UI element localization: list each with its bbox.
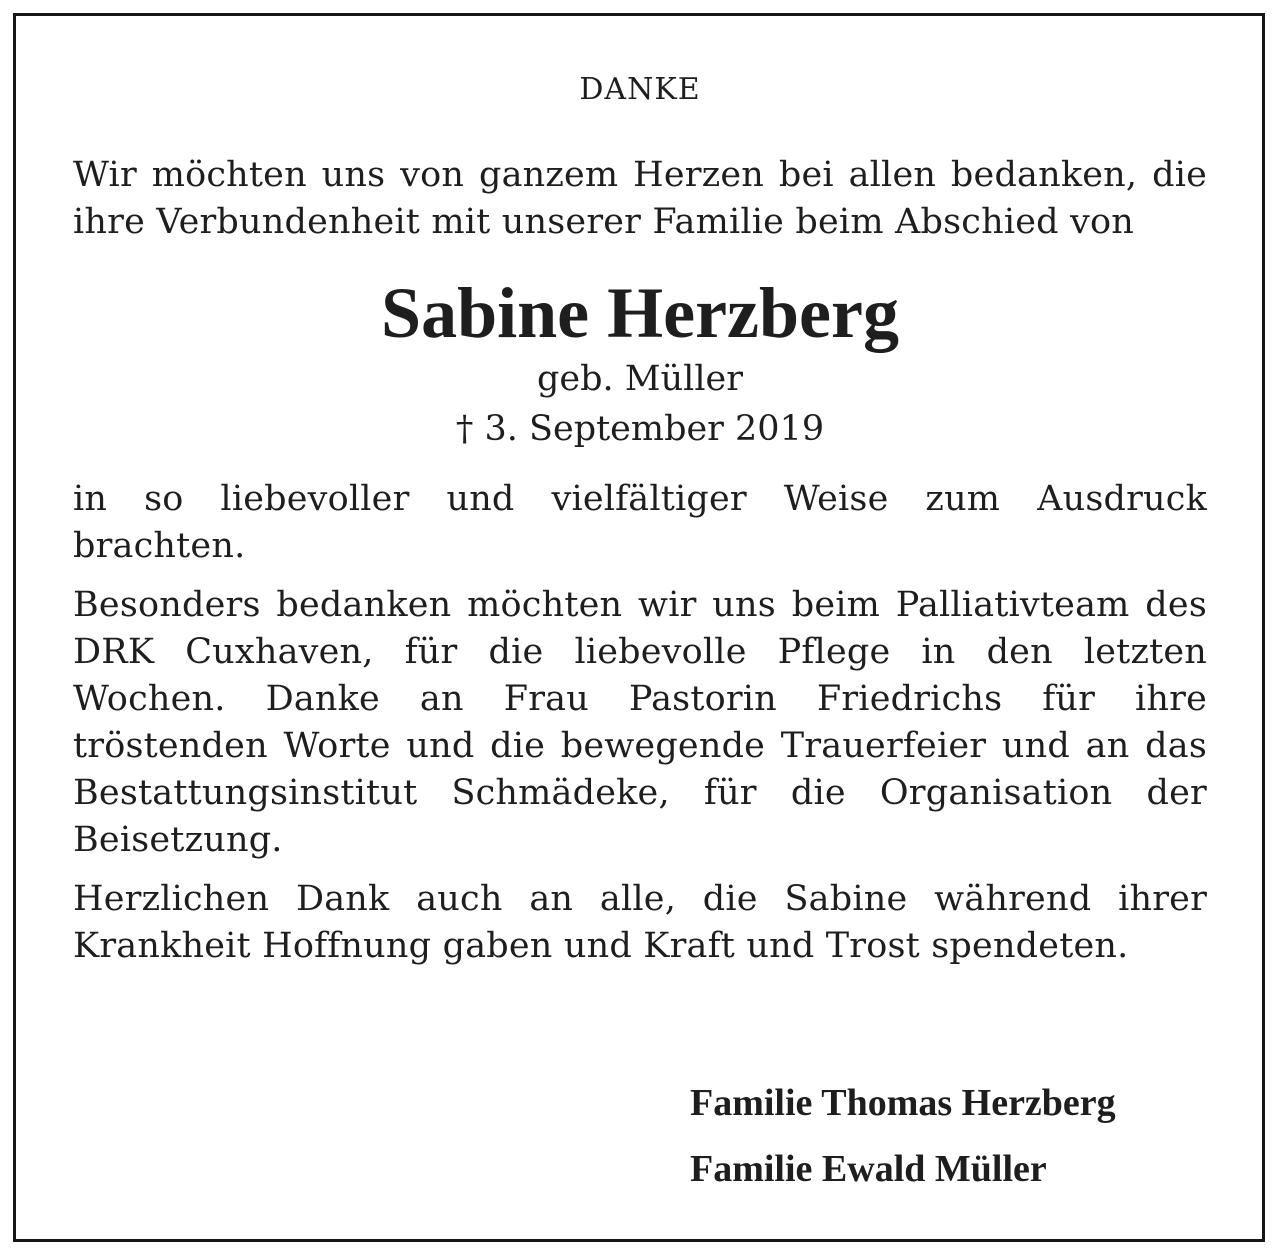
obituary-thanks-notice — [73, 68, 1207, 970]
death-date: † 3. September 2019 — [455, 409, 825, 449]
signature-block — [690, 1070, 1116, 1202]
body-paragraph-2: Besonders bedanken möchten wir uns beim Palliativteam des DRK Cuxhaven, für die liebevolle Pflege in den letzten Wochen. Danke an Frau Pastorin Friedrichs für ihre tröstenden Worte und die bewegende Trauerfeier und an das Bestattungsinstitut Schmädeke, für die Organisation der Beisetzung. — [73, 585, 1207, 860]
deceased-name: Sabine Herzberg — [381, 273, 899, 353]
body-paragraph-3: Herzlichen Dank auch an alle, die Sabine während ihrer Krankheit Hoffnung gaben und Kraft und Trost spendeten. — [73, 879, 1207, 966]
body-paragraph-1: in so liebevoller und vielfältiger Weise zum Ausdruck brachten. — [73, 479, 1207, 566]
birth-name: geb. Müller — [537, 359, 743, 399]
signature-line-2: Familie Ewald Müller — [690, 1148, 1047, 1190]
signature-line-1: Familie Thomas Herzberg — [690, 1082, 1116, 1124]
intro-paragraph: Wir möchten uns von ganzem Herzen bei allen bedanken, die ihre Verbundenheit mit unserer Familie beim Abschied von — [73, 155, 1207, 242]
notice-heading: DANKE — [579, 72, 701, 107]
